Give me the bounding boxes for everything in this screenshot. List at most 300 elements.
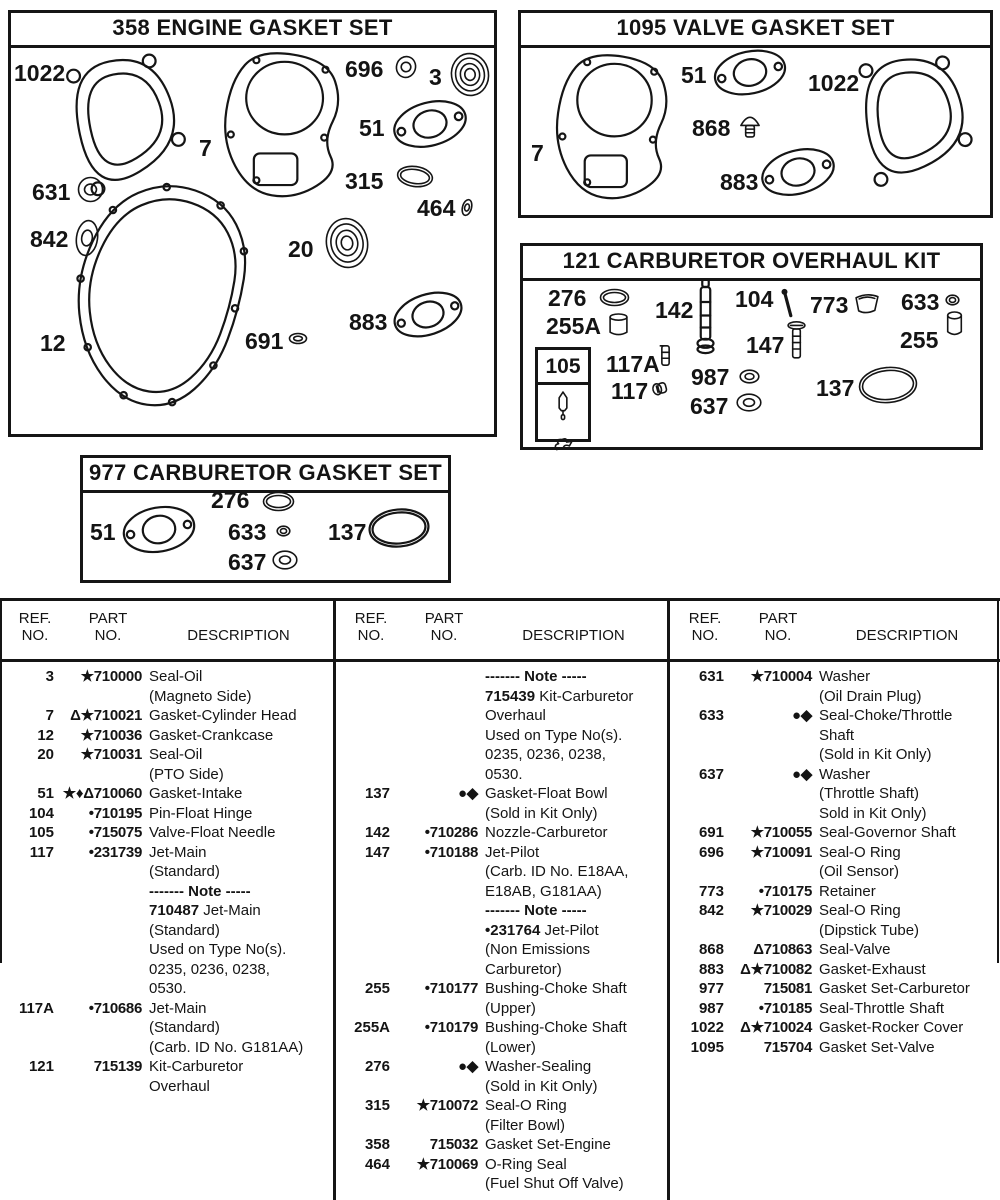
part-ref-label: 7	[531, 140, 544, 166]
ref-cell: 3	[45, 668, 54, 685]
part-ref-label: 315	[345, 168, 384, 194]
table-rows	[0, 662, 333, 1096]
part-ref-label: 3	[429, 64, 442, 90]
washer-icon	[272, 550, 298, 570]
desc-line: Jet-Main	[149, 843, 207, 861]
part-cell: •710195	[88, 804, 142, 822]
table-row	[0, 999, 333, 1058]
table-row	[336, 843, 667, 980]
table-column	[0, 601, 333, 1200]
desc-line: Gasket Set-Valve	[819, 1038, 935, 1056]
desc-line: Gasket Set-Carburetor	[819, 980, 970, 997]
part-cell: ★710069	[416, 1155, 478, 1173]
parts-table	[0, 598, 1000, 1200]
part-cell: ●◆	[792, 707, 812, 724]
part-ref-label: 276	[211, 487, 250, 513]
ref-cell: 633	[698, 707, 724, 724]
table-row	[0, 667, 333, 706]
part-no-header-line1: PART	[758, 610, 798, 627]
table-rows	[336, 662, 667, 1194]
retainer-icon	[854, 292, 880, 315]
part-cell: •715075	[88, 824, 142, 841]
description-header: DESCRIPTION	[855, 627, 959, 644]
desc-line: (Oil Drain Plug)	[819, 687, 922, 705]
desc-line: (Standard)	[149, 921, 220, 939]
part-ref-label: 883	[349, 309, 388, 335]
ref-no-header-line1: REF.	[354, 610, 388, 627]
description-header: DESCRIPTION	[187, 627, 290, 644]
washer-icon	[739, 369, 760, 384]
desc-cell	[149, 745, 333, 784]
ref-cell: 12	[37, 726, 54, 744]
ref-no-header-line1: REF.	[688, 610, 722, 627]
desc-normal-text: Jet-Main	[199, 902, 261, 919]
part-ref-label: 51	[359, 115, 385, 141]
ref-cell: 868	[698, 941, 724, 958]
table-row	[0, 823, 333, 843]
table-row	[0, 745, 333, 784]
desc-cell	[485, 667, 667, 784]
desc-line: Nozzle-Carburetor	[485, 824, 608, 841]
part-cell: 715032	[429, 1136, 478, 1153]
desc-cell	[819, 882, 1000, 902]
desc-cell	[149, 843, 333, 999]
part-no-header-line1: PART	[88, 610, 128, 627]
part-cell: ★♦Δ710060	[62, 785, 142, 802]
desc-line: Pin-Float Hinge	[149, 804, 253, 822]
desc-line: Seal-O Ring	[819, 843, 901, 861]
ref-cell: 147	[364, 843, 390, 861]
oring-icon	[856, 363, 919, 406]
table-row	[336, 823, 667, 843]
ref-no-header-line1: REF.	[18, 610, 52, 627]
ref-cell: 464	[364, 1155, 390, 1173]
desc-line: O-Ring Seal	[485, 1155, 567, 1173]
desc-bold-text: ------- Note -----	[485, 668, 587, 685]
part-ref-label: 51	[681, 62, 707, 88]
desc-line: Seal-Oil	[149, 668, 203, 685]
desc-line: 0235, 0236, 0238,	[149, 960, 270, 978]
ref-cell: 691	[698, 824, 724, 841]
ref-no-header	[8, 610, 62, 644]
table-column	[670, 601, 1000, 1200]
desc-cell	[485, 1096, 667, 1135]
desc-line: 0530.	[149, 980, 187, 997]
part-ref-label: 1022	[14, 60, 66, 86]
table-row	[0, 706, 333, 726]
desc-line: Jet-Main	[149, 999, 207, 1017]
desc-cell	[819, 940, 1000, 960]
oring-icon	[599, 288, 630, 307]
part-cell: Δ710863	[753, 941, 812, 958]
part-ref-label: 633	[228, 519, 267, 545]
part-cell: •710177	[424, 980, 478, 997]
desc-line: Gasket-Crankcase	[149, 726, 274, 744]
jet-small-icon	[659, 344, 672, 367]
ref-no-header	[678, 610, 732, 644]
desc-line	[485, 921, 667, 941]
ref-cell: 696	[698, 843, 724, 861]
part-no-header	[736, 610, 820, 644]
table-row	[670, 843, 1000, 882]
desc-bold-text: 715439	[485, 687, 536, 705]
ref-cell: 987	[698, 999, 724, 1017]
desc-line	[149, 882, 333, 902]
jet-icon	[787, 321, 806, 361]
desc-line: Gasket Set-Engine	[485, 1136, 611, 1153]
table-row	[670, 901, 1000, 940]
part-cell: ★710004	[750, 668, 812, 685]
desc-line: Washer	[819, 765, 871, 783]
part-no-header	[402, 610, 486, 644]
ref-cell: 842	[698, 902, 724, 919]
part-cell: •710686	[88, 999, 142, 1017]
table-row	[670, 765, 1000, 824]
desc-cell	[149, 1057, 333, 1096]
table-row	[336, 979, 667, 1018]
desc-bold-text: •231764	[485, 921, 541, 939]
desc-cell	[819, 979, 1000, 999]
part-ref-label: 20	[288, 236, 314, 262]
head-gasket-icon	[550, 48, 674, 206]
part-ref-label: 637	[690, 393, 729, 419]
desc-line: Seal-Throttle Shaft	[819, 999, 945, 1017]
part-cell: •231739	[88, 843, 142, 861]
ref-no-header-line2: NO.	[691, 627, 719, 644]
box-title: 977 CARBURETOR GASKET SET	[83, 458, 448, 493]
ref-cell: 631	[698, 668, 724, 685]
desc-cell	[485, 1057, 667, 1096]
cover-gasket-icon	[834, 42, 987, 204]
bushing-icon	[946, 311, 963, 337]
part-ref-label: 842	[30, 226, 69, 252]
table-row	[670, 667, 1000, 706]
inset-box-105	[535, 347, 591, 442]
part-cell: ★710036	[80, 726, 142, 744]
desc-line: Jet-Pilot	[485, 843, 540, 861]
desc-line: 0235, 0236, 0238,	[485, 746, 606, 763]
part-ref-label: 142	[655, 297, 694, 323]
table-row	[670, 823, 1000, 843]
oring-icon	[366, 505, 431, 550]
desc-cell	[819, 765, 1000, 824]
table-row	[336, 1135, 667, 1155]
part-ref-label: 691	[245, 328, 284, 354]
table-row	[670, 999, 1000, 1019]
desc-line: Gasket-Exhaust	[819, 960, 926, 978]
table-row	[670, 940, 1000, 960]
ref-no-header	[344, 610, 398, 644]
part-no-header-line2: NO.	[94, 627, 122, 644]
inset-icons	[538, 385, 588, 457]
desc-cell	[819, 999, 1000, 1019]
desc-line	[485, 667, 667, 687]
desc-cell	[819, 1018, 1000, 1038]
desc-cell	[819, 1038, 1000, 1058]
desc-line: (Oil Sensor)	[819, 863, 900, 880]
desc-cell	[485, 784, 667, 823]
ring-icon	[288, 332, 308, 345]
part-no-header-line2: NO.	[764, 627, 792, 644]
box-title: 121 CARBURETOR OVERHAUL KIT	[523, 246, 980, 281]
part-ref-label: 7	[199, 135, 212, 161]
desc-line: Seal-Valve	[819, 941, 891, 958]
desc-line: (Carb. ID No. E18AA,	[485, 863, 629, 880]
part-ref-label: 117A	[606, 351, 660, 377]
table-column-header	[670, 601, 1000, 662]
table-row	[336, 1096, 667, 1135]
desc-line: (Non Emissions	[485, 941, 591, 958]
desc-line: Retainer	[819, 882, 876, 900]
desc-cell	[149, 784, 333, 804]
washer-icon	[276, 525, 291, 537]
desc-bold-text: 710487	[149, 902, 200, 919]
ref-no-header-line2: NO.	[21, 627, 49, 644]
ref-cell: 276	[364, 1058, 390, 1075]
desc-line: (Standard)	[149, 1019, 220, 1036]
desc-cell	[149, 999, 333, 1058]
desc-line: Seal-Oil	[149, 746, 203, 763]
ref-cell: 117A	[18, 999, 54, 1017]
desc-cell	[485, 843, 667, 980]
desc-cell	[485, 1018, 667, 1057]
desc-line: (Upper)	[485, 999, 536, 1017]
desc-cell	[819, 843, 1000, 882]
table-row	[670, 1038, 1000, 1058]
spring-clip-icon	[553, 436, 573, 457]
part-ref-label: 147	[746, 332, 785, 358]
ref-cell: 7	[45, 707, 54, 724]
part-cell: 715081	[763, 980, 812, 997]
part-cell: ★710000	[80, 668, 142, 685]
part-cell: Δ★710082	[740, 960, 812, 978]
table-row	[336, 1057, 667, 1096]
desc-line: E18AB, G181AA)	[485, 882, 602, 900]
desc-bold-text: ------- Note -----	[485, 902, 587, 919]
nozzle-icon	[696, 278, 715, 353]
description-header: DESCRIPTION	[522, 627, 625, 644]
part-cell: Δ★710021	[70, 707, 142, 724]
part-cell: ★710091	[750, 843, 812, 861]
desc-line: Carburetor)	[485, 960, 562, 978]
desc-line: (Dipstick Tube)	[819, 921, 920, 939]
ref-cell: 883	[698, 960, 724, 978]
part-cell: •710188	[424, 843, 478, 861]
desc-line: Used on Type No(s).	[485, 726, 623, 744]
desc-cell	[149, 706, 333, 726]
box-title: 1095 VALVE GASKET SET	[521, 13, 990, 48]
desc-line: Overhaul	[149, 1077, 210, 1095]
part-no-header-line1: PART	[424, 610, 464, 627]
ref-cell: 105	[28, 824, 54, 841]
desc-cell	[149, 823, 333, 843]
ref-cell	[336, 667, 390, 784]
box-title: 358 ENGINE GASKET SET	[11, 13, 494, 48]
ref-no-header-line2: NO.	[357, 627, 385, 644]
part-cell: •710185	[758, 999, 812, 1017]
part-cell: 715704	[763, 1038, 812, 1056]
part-ref-label: 637	[228, 549, 267, 575]
table-row	[336, 1018, 667, 1057]
oring-icon	[262, 491, 295, 512]
table-row	[336, 784, 667, 823]
ref-cell: 51	[37, 785, 54, 802]
desc-line: 0530.	[485, 765, 523, 783]
desc-line: Gasket-Float Bowl	[485, 785, 608, 802]
table-row	[0, 843, 333, 999]
ref-cell: 142	[364, 824, 390, 841]
desc-cell	[819, 901, 1000, 940]
desc-cell	[819, 823, 1000, 843]
ref-cell: 977	[698, 980, 724, 997]
desc-bold-text: ------- Note -----	[149, 882, 251, 900]
part-ref-label: 773	[810, 292, 849, 318]
desc-cell	[149, 726, 333, 746]
table-row	[336, 1155, 667, 1194]
part-cell: •710179	[424, 1019, 478, 1036]
table-column	[336, 601, 667, 1200]
ref-cell: 358	[364, 1136, 390, 1153]
part-ref-label: 464	[417, 195, 456, 221]
part-ref-label: 987	[691, 364, 730, 390]
ref-cell: 637	[698, 765, 724, 783]
part-ref-label: 276	[548, 285, 587, 311]
pin-icon	[780, 289, 795, 318]
part-ref-label: 883	[720, 169, 759, 195]
desc-line: (Sold in Kit Only)	[485, 804, 598, 822]
desc-cell	[819, 667, 1000, 706]
desc-cell	[485, 1155, 667, 1194]
part-cell	[390, 667, 478, 784]
desc-line: Valve-Float Needle	[149, 824, 276, 841]
part-ref-label: 631	[32, 179, 71, 205]
part-ref-label: 696	[345, 56, 384, 82]
desc-cell	[819, 960, 1000, 980]
desc-cell	[485, 979, 667, 1018]
seal-icon	[321, 214, 373, 273]
crankcase-gasket-icon	[68, 176, 258, 418]
table-row	[0, 804, 333, 824]
desc-normal-text: Jet-Pilot	[540, 921, 599, 939]
desc-line: (Magneto Side)	[149, 687, 252, 705]
desc-line: (Lower)	[485, 1038, 536, 1056]
ref-cell: 104	[28, 804, 54, 822]
part-ref-label: 137	[816, 375, 855, 401]
desc-normal-text: Kit-Carburetor	[535, 687, 634, 705]
part-cell: •710286	[424, 824, 478, 841]
ref-cell: 1095	[690, 1038, 724, 1056]
ref-cell: 773	[698, 882, 724, 900]
ref-cell: 121	[28, 1058, 54, 1075]
ref-cell: 1022	[690, 1019, 724, 1036]
desc-line: (Throttle Shaft)	[819, 785, 920, 802]
desc-line: Seal-O Ring	[485, 1097, 567, 1114]
part-no-header	[66, 610, 150, 644]
part-cell: ●◆	[458, 1058, 478, 1075]
ref-cell: 315	[364, 1097, 390, 1114]
desc-line	[149, 901, 333, 921]
desc-line: (PTO Side)	[149, 765, 224, 783]
table-row	[670, 1018, 1000, 1038]
inset-label: 105	[538, 350, 588, 385]
part-cell: •710175	[758, 882, 812, 900]
table-column-header	[0, 601, 333, 662]
part-ref-label: 117	[611, 378, 649, 404]
part-cell: ★710029	[750, 902, 812, 919]
part-cell: ★710055	[750, 824, 812, 841]
part-ref-label: 255A	[546, 313, 601, 339]
desc-cell	[485, 823, 667, 843]
part-cell: ●◆	[792, 765, 812, 783]
part-cell: ★710072	[416, 1097, 478, 1114]
desc-cell	[819, 706, 1000, 765]
part-cell: ●◆	[458, 785, 478, 802]
table-row	[670, 706, 1000, 765]
part-ref-label: 51	[90, 519, 116, 545]
desc-line: Bushing-Choke Shaft	[485, 980, 627, 997]
desc-line: Gasket-Intake	[149, 785, 243, 802]
part-ref-label: 868	[692, 115, 731, 141]
desc-line: (Sold in Kit Only)	[819, 746, 932, 763]
ref-cell: 117	[29, 843, 54, 861]
part-ref-label: 1022	[808, 70, 860, 96]
desc-line	[485, 687, 667, 707]
desc-line: Washer	[819, 668, 871, 685]
desc-line: Seal-O Ring	[819, 902, 901, 919]
part-cell: Δ★710024	[740, 1019, 812, 1036]
desc-line: Bushing-Choke Shaft	[485, 1019, 627, 1036]
part-ref-label: 104	[735, 286, 774, 312]
desc-line: Kit-Carburetor	[149, 1058, 244, 1075]
desc-line: Gasket-Rocker Cover	[819, 1019, 964, 1036]
washer-icon	[736, 393, 762, 412]
part-ref-label: 12	[40, 330, 66, 356]
desc-line: Shaft	[819, 726, 855, 744]
ref-cell: 20	[37, 746, 54, 763]
desc-line: (Sold in Kit Only)	[485, 1077, 598, 1095]
part-ref-label: 137	[328, 519, 367, 545]
desc-line: (Filter Bowl)	[485, 1116, 566, 1134]
desc-cell	[149, 667, 333, 706]
plug-icon	[738, 113, 762, 139]
table-row	[670, 882, 1000, 902]
table-row	[336, 667, 667, 784]
part-no-header-line2: NO.	[430, 627, 458, 644]
desc-line: (Fuel Shut Off Valve)	[485, 1175, 624, 1192]
table-rows	[670, 662, 1000, 1057]
desc-cell	[485, 1135, 667, 1155]
desc-line: Seal-Governor Shaft	[819, 824, 956, 841]
table-row	[670, 979, 1000, 999]
part-cell: 715139	[93, 1058, 142, 1075]
desc-line: Sold in Kit Only)	[819, 804, 927, 822]
ref-cell: 137	[364, 785, 390, 802]
table-row	[670, 960, 1000, 980]
table-row	[0, 1057, 333, 1096]
washer-icon	[945, 294, 960, 306]
desc-line	[485, 901, 667, 921]
desc-line: Gasket-Cylinder Head	[149, 707, 297, 724]
desc-line: Overhaul	[485, 707, 546, 724]
float-needle-icon	[555, 391, 571, 430]
desc-line: Seal-Choke/Throttle	[819, 707, 953, 724]
table-column-header	[336, 601, 667, 662]
part-ref-label: 633	[901, 289, 940, 315]
desc-line: Used on Type No(s).	[149, 941, 287, 958]
table-row	[0, 726, 333, 746]
ref-cell: 255	[364, 980, 390, 997]
desc-line: Washer-Sealing	[485, 1058, 592, 1075]
